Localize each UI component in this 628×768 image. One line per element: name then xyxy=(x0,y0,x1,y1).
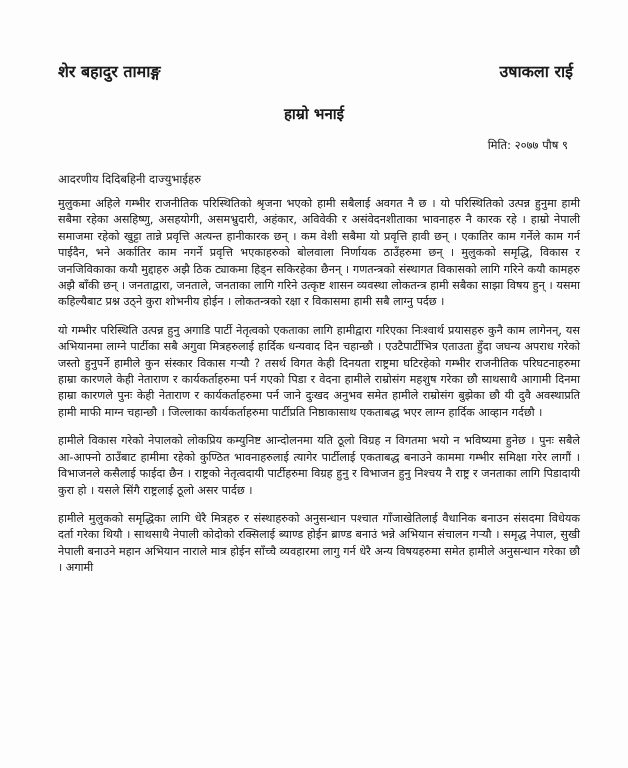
signatory-left: शेर बहादुर तामाङ्ग xyxy=(58,62,161,81)
paragraph-4: हामीले मुलुकको समृद्धिका लागि धेरै मित्रहरु र संस्थाहरुको अनुसन्धान पश्चात गाँजाखेतिलाई वैधानिक बनाउन संसदमा विधेयक दर्ता गरेका थियौ । साथसाथै नेपाली कोदोको रक्सिलाई ब्याण्ड होईन ब्राण्ड बनाउं भन्ने अभियान संचालन गऱ्यौ । समृद्ध नेपाल, सुखी नेपाली बनाउने महान अभियान नाराले मात्र होईन साँच्चै व्यवहारमा लागु गर्न धेरै अन्य विषयहरुमा समेत हामीले अनुसन्धान गरेका छौ । अगामी xyxy=(58,511,580,575)
paragraph-3: हामीले विकास गरेको नेपालको लोकप्रिय कम्युनिष्ट आन्दोलनमा यति ठूलो विग्रह न विगतमा भयो न भविष्यमा हुनेछ । पुनः सबैले आ-आफ्नो ठाउँबाट हामीमा रहेको कुण्ठित भावनाहरुलाई त्यागेर पार्टीलाई एकताबद्ध बनाउने काममा गम्भीर समिक्षा गरेर लागौं । विभाजनले कसैलाई फाईदा छैन । राष्ट्रको नेतृत्वदायी पार्टीहरुमा विग्रह हुनु र विभाजन हुनु निश्चय नै राष्ट्र र जनताका लागि पिडादायी कुरा हो । यसले सिंगै राष्ट्रलाई ठूलो असर पार्दछ । xyxy=(58,434,580,497)
paragraph-2: यो गम्भीर परिस्थिति उत्पन्न हुनु अगाडि पार्टी नेतृत्वको एकताका लागि हामीद्वारा गरिएका निःश्वार्थ प्रयासहरु कुनै काम लागेनन्, यस अभियानमा लाग्ने पार्टीका सबै अगुवा मित्रहरुलाई हार्दिक धन्यवाद दिन चहान्छौ । एउटैपार्टीभित्र एताउता हुँदा जघन्य अपराध गरेको जस्तो हुनुपर्ने हामीले कुन संस्कार विकास गऱ्यौ ? तसर्थ विगत केही दिनयता राष्ट्रमा घटिरहेको गम्भीर राजनीतिक परिघटनाहरुमा हाम्रा कारणले केही नेताराण र कार्यकर्ताहरुमा पर्न गएको पिडा र वेदना हामीले राम्रोसंग महशुष गरेका छौ साथसाथै आगामी दिनमा हाम्रा कारणले पुनः केही नेताराण र कार्यकर्ताहरुमा पर्न जाने दुःखद अनुभव समेत हामीले राम्रोसंग बुझेका छौ यी दुवै अवस्थाप्रति हामी माफी माग्न चहान्छौ । जिल्लाका कार्यकर्ताहरुमा पार्टीप्रति निष्ठाकासाथ एकताबद्ध भएर लाग्न हार्दिक आव्हान गर्दछौ । xyxy=(58,323,580,419)
salutation: आदरणीय दिदिबहिनी दाज्युभाईहरु xyxy=(58,172,202,186)
letter-date: मिति: २०७७ पौष ९ xyxy=(487,138,568,152)
paragraph-1: मुलुकमा अहिले गम्भीर राजनीतिक परिस्थितिको श्रृजना भएको हामी सबैलाई अवगत नै छ । यो परिस्थितिको उत्पन्न हुनुमा हामी सबैमा रहेका असहिष्णु, असहयोगी, असमभ्रुदारी, अहंकार, अविवेकी र असंवेदनशीताका भावनाहरु नै कारक रहे । हाम्रो नेपाली समाजमा रहेको खुट्टा तान्ने प्रवृत्ति अत्यन्त हानीकारक छन् । कम वेशी सबैमा यो प्रवृत्ति हावी छन् । एकातिर काम गर्नेले काम गर्न पाईदैन, भने अर्कातिर काम नगर्ने प्रवृत्ति भएकाहरुको बोलवाला निर्णायक ठाउँहरुमा छन् । मुलुकको समृद्धि, विकास र जनजिविकाका कयौ मुद्दाहरु अझै ठिक ट्याकमा हिड्न सकिरहेका छैनन् । गणतन्त्रको संस्थागत विकासको लागि गरिने कयौ कामहरु अझै बाँकी छन् । जनताद्वारा, जनताले, जनताका लागि गरिने उत्कृष्ट शासन व्यवस्था लोकतन्त्र हामी सबैका साझा विषय हुन् । यसमा कहिल्यैबाट प्रश्न उठ्ने कुरा शोभनीय होईन । लोकतन्त्रको रक्षा र विकासमा हामी सबै लाग्नु पर्दछ । xyxy=(58,197,580,309)
letter-title: हाम्रो भनाई xyxy=(283,105,345,123)
signatories-header xyxy=(58,60,573,88)
signatory-right: उषाकला राई xyxy=(499,62,573,81)
letter-body xyxy=(58,196,580,589)
